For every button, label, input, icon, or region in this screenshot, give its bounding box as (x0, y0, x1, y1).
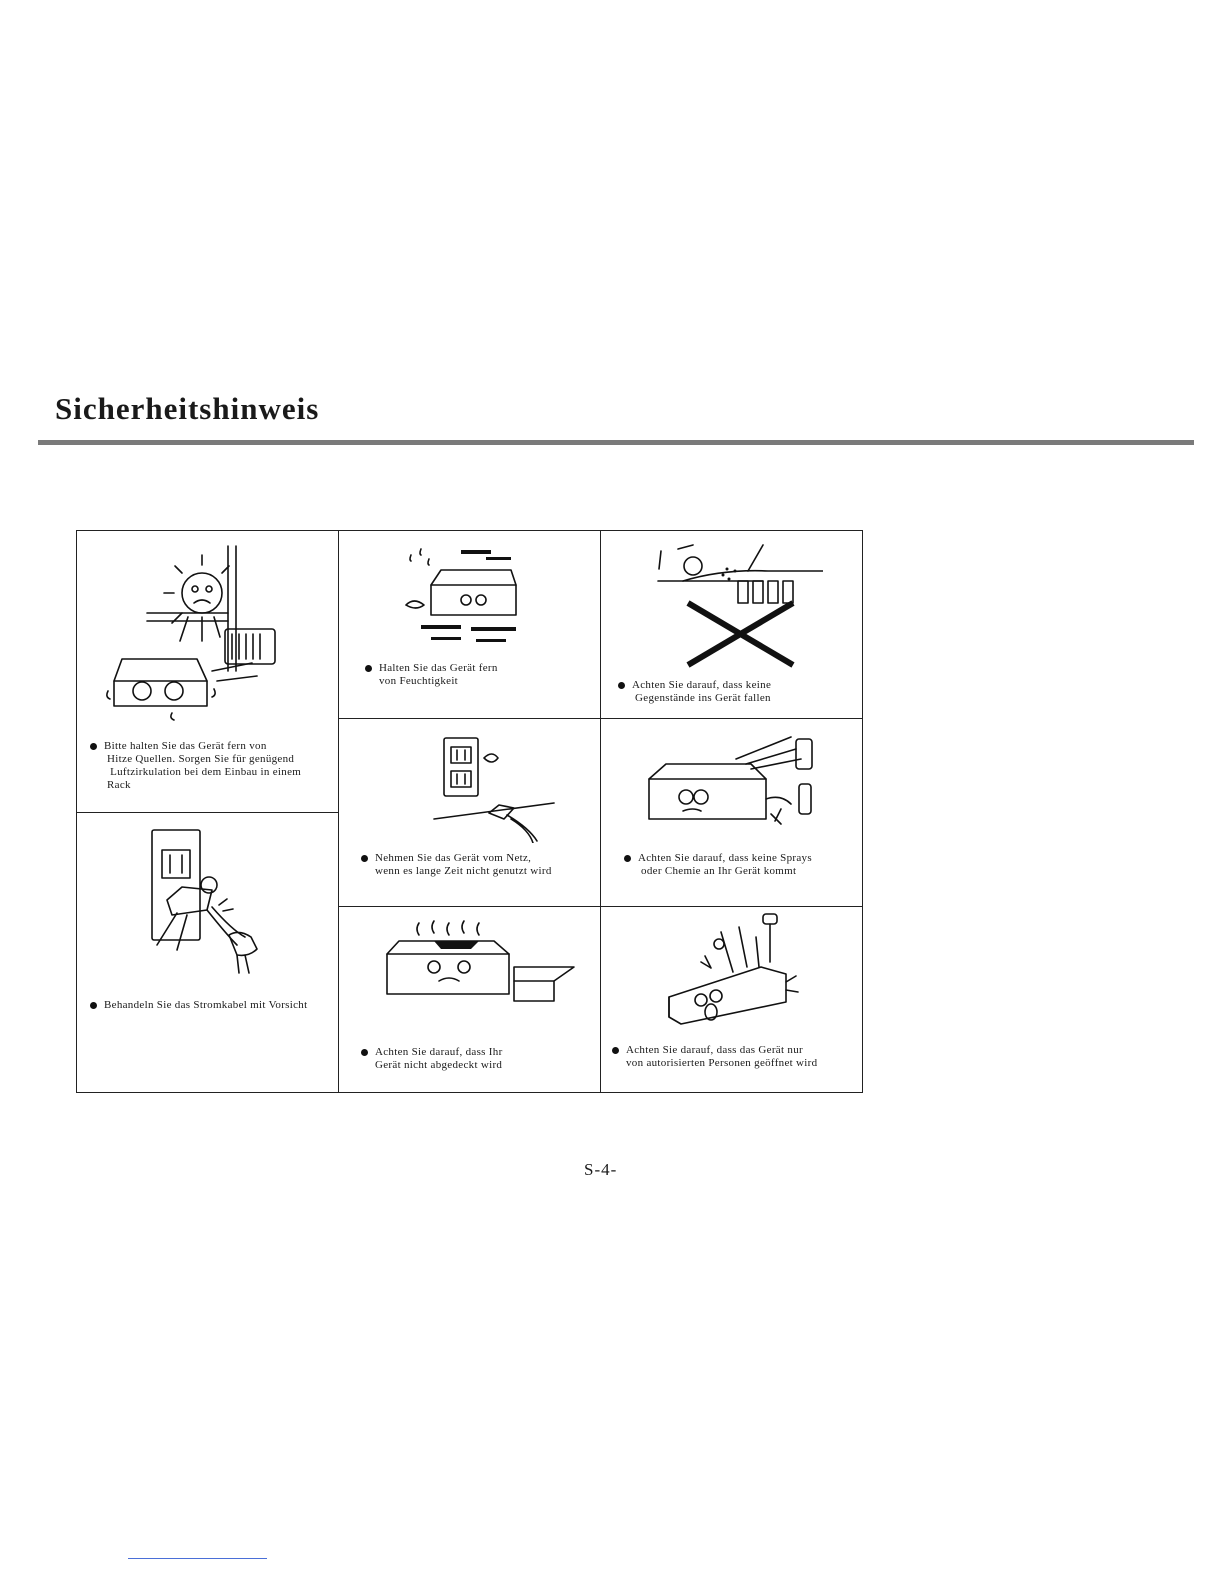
caption-moisture: Halten Sie das Gerät fern von Feuchtigkeit (365, 662, 498, 688)
hand-plug-outlet-icon (137, 825, 277, 975)
bullet-icon (361, 1049, 368, 1056)
caption-objects: Achten Sie darauf, dass keine Gegenstände ins Gerät fallen (618, 679, 771, 705)
safety-cell-sprays (601, 719, 863, 906)
safety-cell-covered (339, 907, 600, 1093)
safety-cell-moisture (339, 531, 600, 718)
page-number: S-4- (584, 1160, 618, 1179)
bullet-icon (361, 855, 368, 862)
spray-device-icon (641, 729, 841, 849)
bullet-icon (612, 1047, 619, 1054)
bullet-icon (365, 665, 372, 672)
caption-heat: Bitte halten Sie das Gerät fern von Hitze Quellen. Sorgen Sie für genügend Luftzirkulation bei dem Einbau in einem Rack (90, 740, 301, 792)
bullet-icon (90, 743, 97, 750)
safety-cell-service (601, 907, 863, 1093)
safety-grid (76, 530, 863, 1093)
bullet-icon (618, 682, 625, 689)
bullet-icon (90, 1002, 97, 1009)
wall-outlet-plug-icon (429, 733, 559, 843)
safety-cell-heat (77, 531, 338, 812)
safety-cell-unplug (339, 719, 600, 906)
caption-unplug: Nehmen Sie das Gerät vom Netz, wenn es lange Zeit nicht genutzt wird (361, 852, 552, 878)
caption-service: Achten Sie darauf, dass das Gerät nur von autorisierten Personen geöffnet wird (612, 1044, 817, 1070)
falling-objects-icon (653, 541, 823, 669)
safety-cell-objects (601, 531, 863, 718)
covered-device-icon (379, 919, 579, 1009)
page-title: Sicherheitshinweis (55, 391, 320, 426)
wet-device-icon (401, 545, 541, 645)
safety-cell-cable (77, 813, 338, 1093)
sun-heater-device-icon (102, 541, 312, 726)
tools-device-icon (661, 912, 801, 1037)
caption-cable: Behandeln Sie das Stromkabel mit Vorsicht (90, 999, 307, 1012)
footer-link-underline (128, 1558, 267, 1559)
title-divider (38, 440, 1194, 445)
caption-covered: Achten Sie darauf, dass Ihr Gerät nicht abgedeckt wird (361, 1046, 503, 1072)
caption-sprays: Achten Sie darauf, dass keine Sprays oder Chemie an Ihr Gerät kommt (624, 852, 812, 878)
bullet-icon (624, 855, 631, 862)
